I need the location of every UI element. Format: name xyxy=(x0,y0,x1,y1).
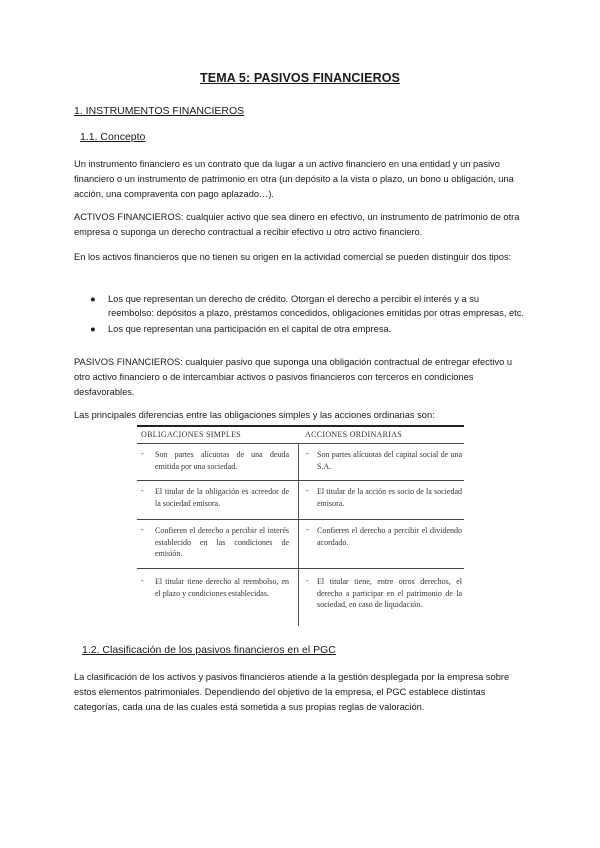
paragraph-definition: Un instrumento financiero es un contrato que da lugar a un activo financiero en una entidad y un pasivo financiero o un instrumento de patrimonio en otra (un depósito a la vista o plazo, un bono u obligación, una acción, una compraventa con pago aplazado…). xyxy=(74,159,514,200)
paragraph-pasivos-financieros: PASIVOS FINANCIEROS: cualquier pasivo que suponga una obligación contractual de entregar efectivo u otro activo financiero o de intercambiar activos o pasivos financieros con terceros en condiciones desfavorables. xyxy=(74,357,513,398)
section-heading-instrumentos: 1. INSTRUMENTOS FINANCIEROS xyxy=(74,105,245,117)
table-column-divider xyxy=(298,443,299,626)
paragraph-clasificacion: La clasificación de los activos y pasivos financieros atiende a la gestión desplegada por la empresa sobre estos elementos patrimoniales. Dependiendo del objetivo de la empresa, el PGC establece distintas categorías, cada una de las cuales está sometida a sus propias reglas de valoración. xyxy=(74,672,510,713)
list-item-text: Los que representan un derecho de crédito. Otorgan el derecho a percibir el interés y a su reembolso: depósitos a plazo, préstamos concedidos, obligaciones emitidas por otras empresas, etc. xyxy=(108,294,524,318)
subsection-heading-clasificacion: 1.2. Clasificación de los pasivos financieros en el PGC xyxy=(82,644,336,656)
table-cell: El titular tiene derecho al reembolso, en el plazo y condiciones establecidas. xyxy=(155,577,289,598)
table-cell: Son partes alícuotas del capital social de una S.A. xyxy=(317,450,462,471)
table-header-left: OBLIGACIONES SIMPLES xyxy=(141,430,242,439)
bullet-list xyxy=(74,292,524,338)
comparison-table: OBLIGACIONES SIMPLES ACCIONES ORDINARIAS - Son partes alícuotas de una deuda emitida por una sociedad. - Son partes alícuotas del capital social de una S.A. - El titular de la obligación es acreedor de la sociedad emisora. - El titular de la acción es socio de la sociedad emisora. - Confieren el derecho a percibir el interés establecido en las condiciones de emisión. - Confieren el derecho a percibir el dividendo acordado. - El titular tiene derecho al reembolso, en el plazo y condiciones establecidas. - El titular tiene, entre otros derechos, el derecho a participar en el patrimonio de la sociedad, en caso de liquidación. xyxy=(137,425,464,630)
table-cell: El titular de la obligación es acreedor de la sociedad emisora. xyxy=(155,487,289,508)
table-cell: Confieren el derecho a percibir el interés establecido en las condiciones de emisión. xyxy=(155,526,289,558)
table-cell: Son partes alícuotas de una deuda emitida por una sociedad. xyxy=(155,450,289,471)
bullet-icon: ● xyxy=(90,324,96,334)
table-header-rule xyxy=(137,443,464,444)
list-item xyxy=(74,322,524,336)
table-cell: El titular tiene, entre otros derechos, el derecho a participar en el patrimonio de la sociedad, en caso de liquidación. xyxy=(317,577,462,609)
paragraph-activos-financieros: ACTIVOS FINANCIEROS: cualquier activo que sea dinero en efectivo, un instrumento de patrimonio de otra empresa o suponga un derecho contractual a recibir efectivo u otro activo financiero. xyxy=(74,212,520,238)
table-row-rule xyxy=(137,519,464,520)
paragraph-tipos: En los activos financieros que no tienen su origen en la actividad comercial se pueden distinguir dos tipos: xyxy=(74,252,512,262)
table-row-rule xyxy=(137,480,464,481)
table-row-rule xyxy=(137,568,464,569)
bullet-icon: ● xyxy=(90,294,96,304)
list-item xyxy=(74,292,524,320)
document-title: TEMA 5: PASIVOS FINANCIEROS xyxy=(200,71,400,85)
table-cell: Confieren el derecho a percibir el dividendo acordado. xyxy=(317,526,462,547)
table-header-right: ACCIONES ORDINARIAS xyxy=(305,430,403,439)
table-top-rule xyxy=(137,425,464,427)
table-cell: El titular de la acción es socio de la sociedad emisora. xyxy=(317,487,462,508)
subsection-heading-concepto: 1.1. Concepto xyxy=(80,131,146,143)
list-item-text: Los que representan una participación en el capital de otra empresa. xyxy=(108,324,392,334)
paragraph-diferencias: Las principales diferencias entre las obligaciones simples y las acciones ordinarias son: xyxy=(74,410,435,420)
